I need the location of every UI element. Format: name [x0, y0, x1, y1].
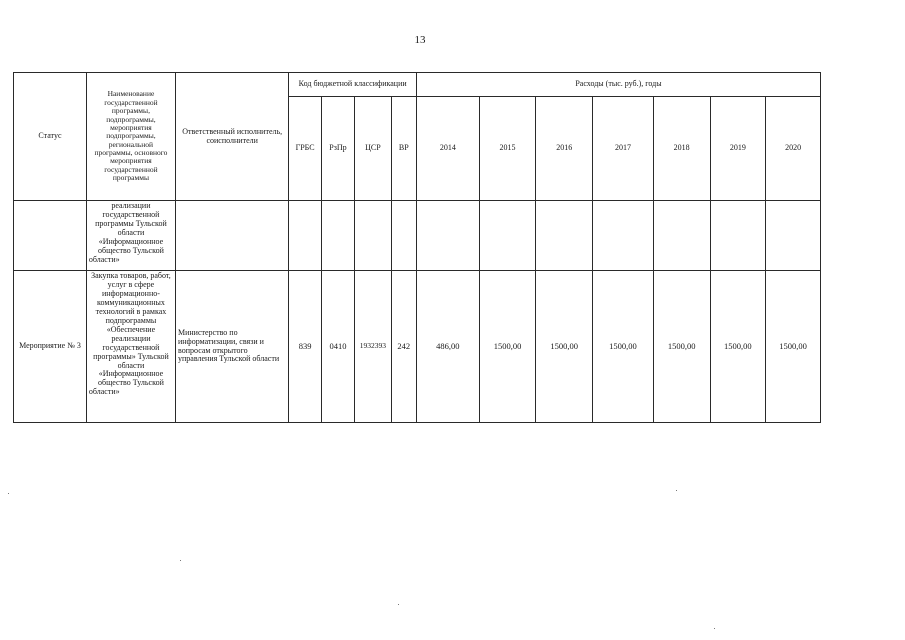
row-value-2014 — [416, 201, 479, 271]
row-value-2016: 1500,00 — [536, 271, 593, 423]
header-code-csr: ЦСР — [355, 97, 391, 201]
row-code-csr: 1932393 — [355, 271, 391, 423]
header-year-2020: 2020 — [766, 97, 821, 201]
row-value-2015 — [479, 201, 536, 271]
row-name: Закупка товаров, работ, услуг в сфере информационно-коммуникационных технологий в рамках подпрограммы «Обеспечение реализации государственной программы» Тульской области «Информационное общество Тульской области» — [86, 271, 175, 423]
scan-speck — [8, 493, 9, 494]
row-code-grbs: 839 — [289, 271, 321, 423]
scan-speck — [714, 628, 715, 629]
row-value-2015: 1500,00 — [479, 271, 536, 423]
row-status: Мероприятие № 3 — [14, 271, 87, 423]
row-status — [14, 201, 87, 271]
row-value-2019: 1500,00 — [710, 271, 766, 423]
row-value-2020: 1500,00 — [766, 271, 821, 423]
row-code-vr: 242 — [391, 271, 416, 423]
row-executor: Министерство по информатизации, связи и вопросам открытого управления Тульской области — [175, 271, 288, 423]
header-code-grbs: ГРБС — [289, 97, 321, 201]
row-name: реализации государственной программы Тульской области «Информационное общество Тульской области» — [86, 201, 175, 271]
row-value-2017 — [593, 201, 654, 271]
row-value-2014: 486,00 — [416, 271, 479, 423]
header-year-2014: 2014 — [416, 97, 479, 201]
header-budget-code-group: Код бюджетной классификации — [289, 73, 417, 97]
header-row-1 — [14, 73, 821, 97]
budget-table — [13, 72, 821, 423]
row-value-2016 — [536, 201, 593, 271]
header-name: Наименование государственной программы, подпрограммы, мероприятия подпрограммы, региональной программы, основного мероприятия государственной программы — [86, 73, 175, 201]
row-code-vr — [391, 201, 416, 271]
scan-speck — [180, 560, 181, 561]
header-year-2019: 2019 — [710, 97, 766, 201]
row-value-2019 — [710, 201, 766, 271]
scan-speck — [676, 490, 677, 491]
row-value-2018 — [653, 201, 710, 271]
header-code-vr: ВР — [391, 97, 416, 201]
table-row — [14, 271, 821, 423]
row-value-2020 — [766, 201, 821, 271]
row-value-2018: 1500,00 — [653, 271, 710, 423]
row-code-rzpr — [321, 201, 354, 271]
header-code-rzpr: РзПр — [321, 97, 354, 201]
table-row — [14, 201, 821, 271]
row-code-rzpr: 0410 — [321, 271, 354, 423]
header-expenses-group: Расходы (тыс. руб.), годы — [416, 73, 820, 97]
row-code-csr — [355, 201, 391, 271]
header-year-2016: 2016 — [536, 97, 593, 201]
scan-speck — [398, 604, 399, 605]
row-code-grbs — [289, 201, 321, 271]
row-value-2017: 1500,00 — [593, 271, 654, 423]
header-status: Статус — [14, 73, 87, 201]
header-year-2018: 2018 — [653, 97, 710, 201]
header-year-2015: 2015 — [479, 97, 536, 201]
page-number: 13 — [414, 34, 426, 46]
header-executor: Ответственный исполнитель, соисполнители — [175, 73, 288, 201]
row-executor — [175, 201, 288, 271]
header-year-2017: 2017 — [593, 97, 654, 201]
